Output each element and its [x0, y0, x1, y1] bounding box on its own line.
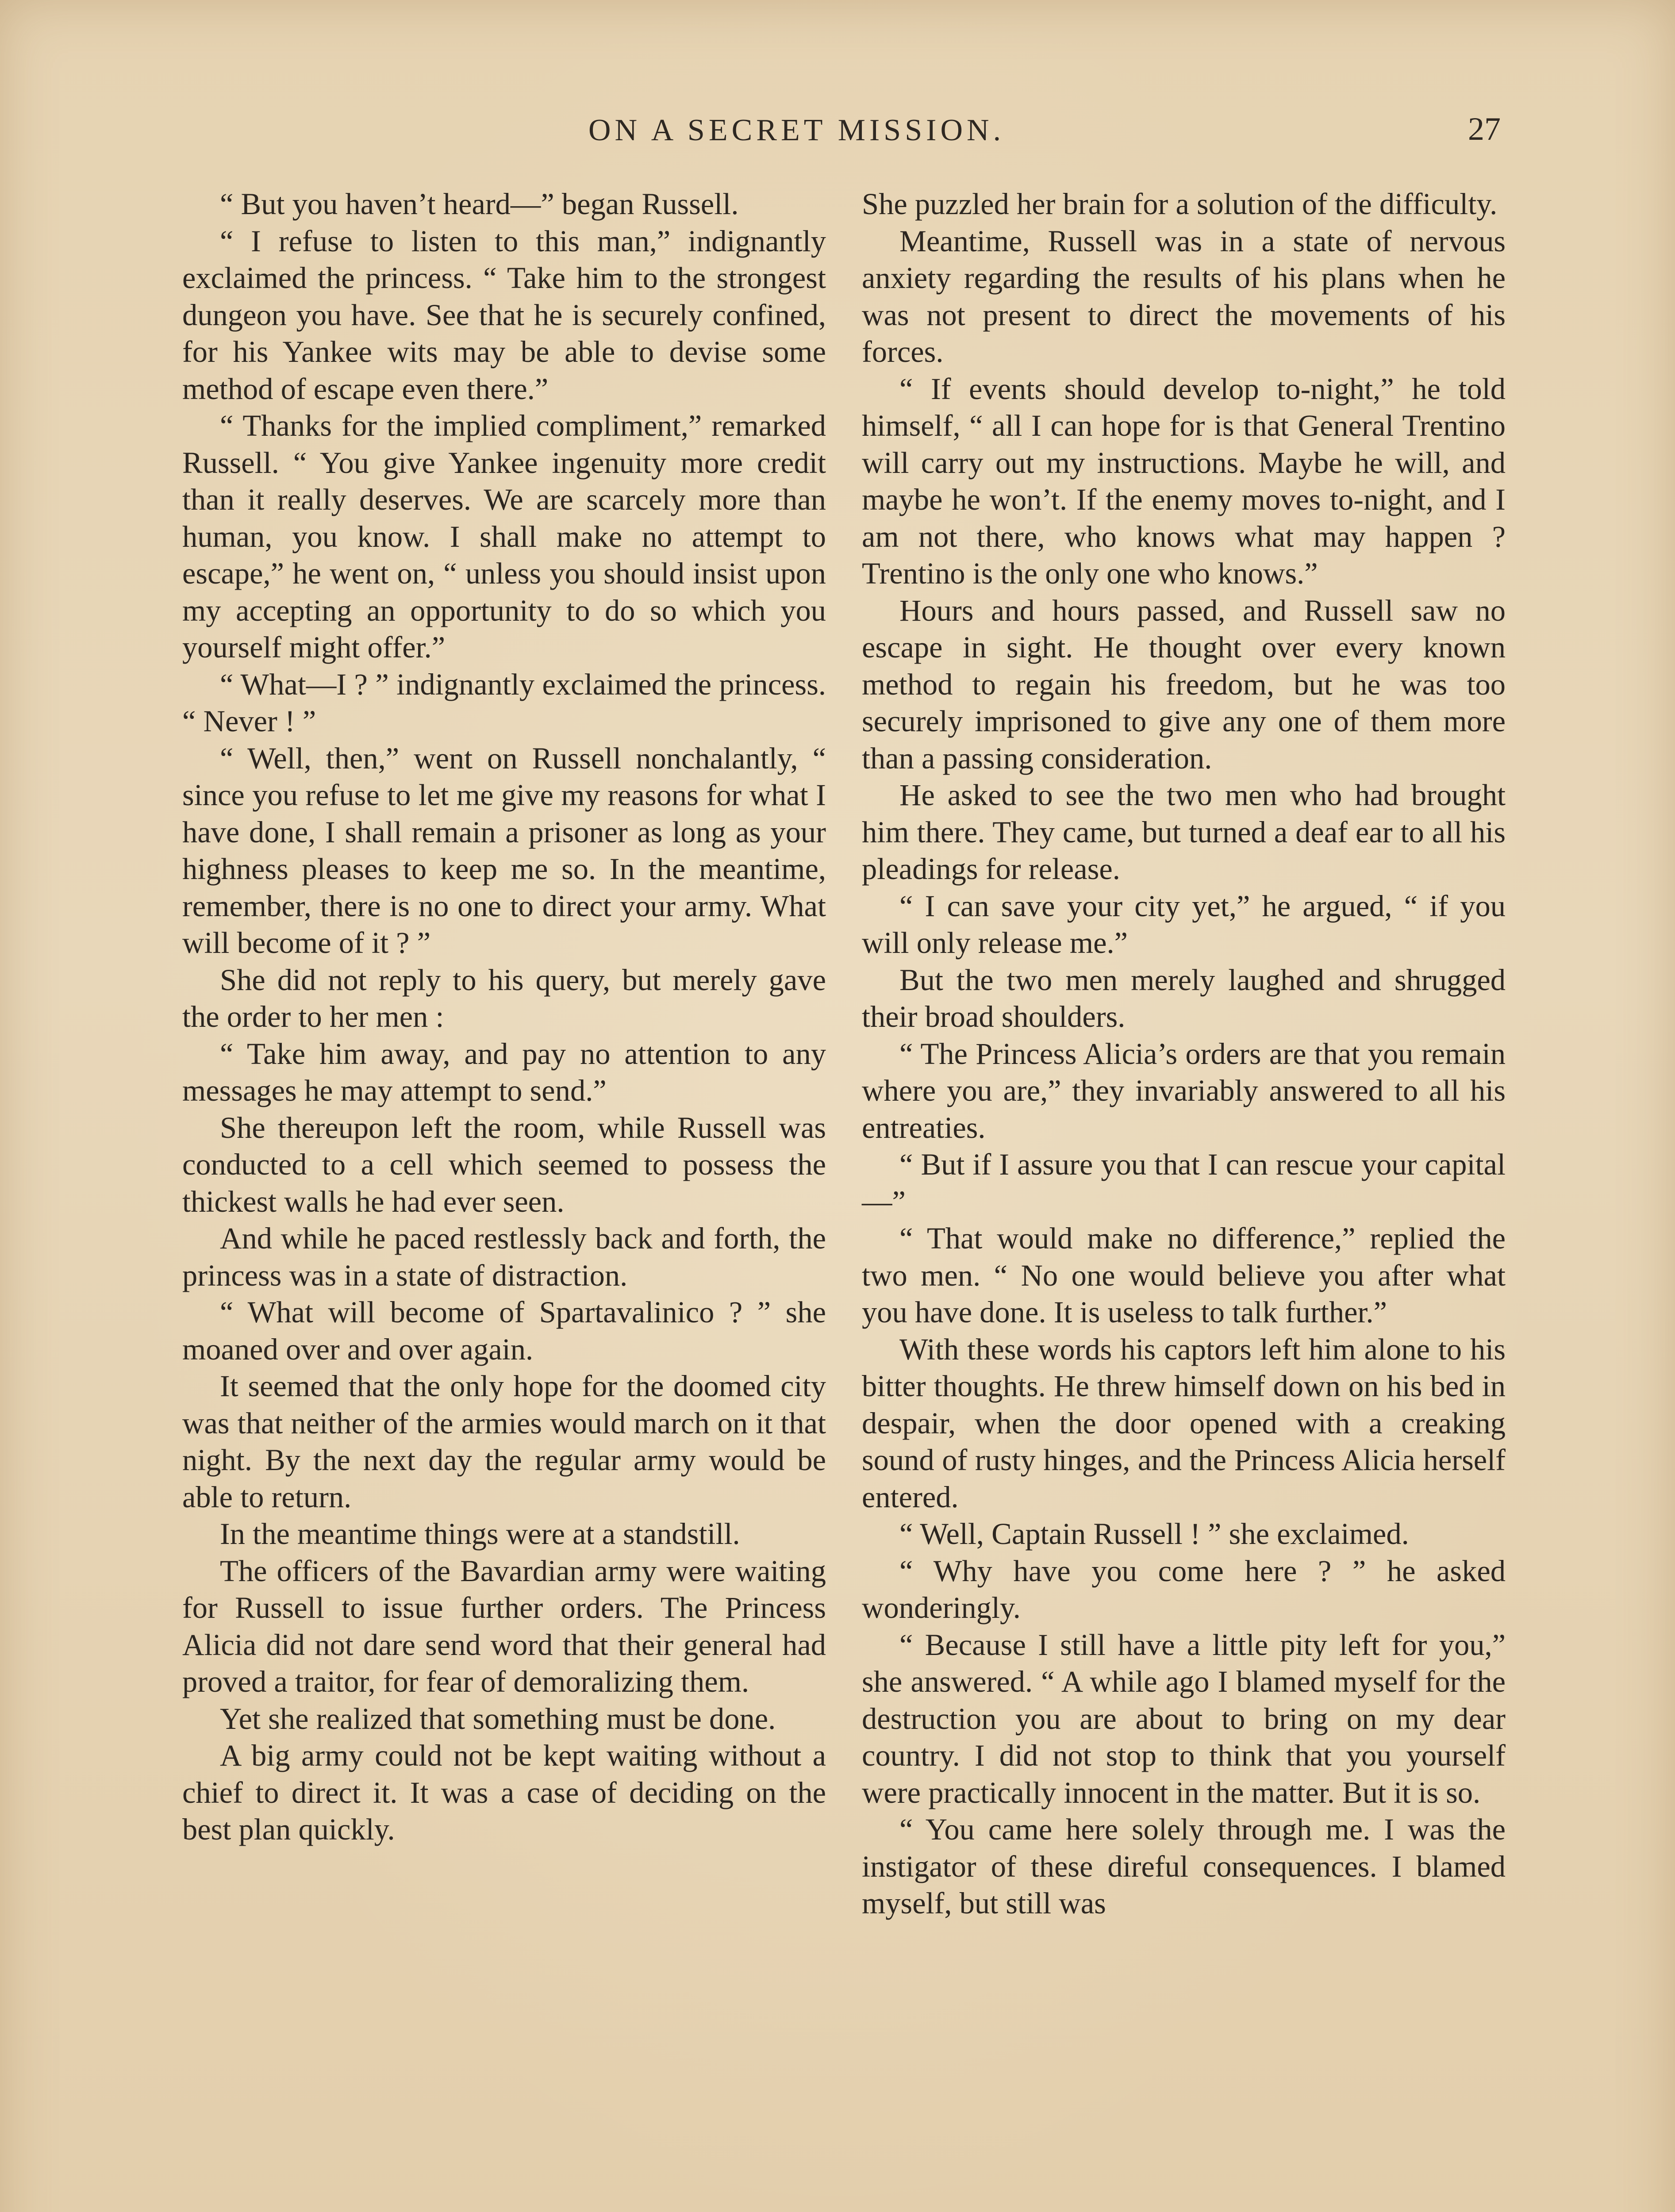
paragraph: The officers of the Bavardian army were waiting for Russell to issue further orders. The Princess Alicia did not dare send word that their general had proved a traitor, for fear of demoralizing them. — [182, 1554, 826, 1698]
paragraph: She did not reply to his query, but merely gave the order to her men : — [182, 963, 826, 1033]
paragraph: “ The Princess Alicia’s orders are that you remain where you are,” they invariably answered to all his entreaties. — [862, 1037, 1506, 1144]
paragraph: It seemed that the only hope for the doomed city was that neither of the armies would march on it that night. By the next day the regular army would be able to return. — [182, 1369, 826, 1514]
paragraph: “ But if I assure you that I can rescue your capital—” — [862, 1148, 1506, 1218]
paragraph: “ Why have you come here ? ” he asked wonderingly. — [862, 1554, 1506, 1624]
paragraph: But the two men merely laughed and shrugged their broad shoulders. — [862, 963, 1506, 1033]
continued-paragraph: She puzzled her brain for a solution of the difficulty. — [862, 187, 1498, 221]
paragraph: And while he paced restlessly back and forth, the princess was in a state of distraction. — [182, 1221, 826, 1292]
paragraph: “ Because I still have a little pity left for you,” she answered. “ A while ago I blamed myself for the destruction you are about to bring on my dear country. I did not stop to think that you yourself were practically innocent in the matter. But it is so. — [862, 1628, 1506, 1809]
running-title: ON A SECRET MISSION. — [588, 113, 1005, 147]
paragraph: “ What—I ? ” indignantly exclaimed the princess. “ Never ! ” — [182, 667, 826, 738]
paragraph: “ I refuse to listen to this man,” indignantly exclaimed the princess. “ Take him to the strongest dungeon you have. See that he is securely confined, for his Yankee wits may be able to devise some method of escape even there.” — [182, 224, 826, 406]
paragraph: “ Well, then,” went on Russell nonchalantly, “ since you refuse to let me give my reasons for what I have done, I shall remain a prisoner as long as your highness pleases to keep me so. In the meantime, remember, there is no one to direct your army. What will become of it ? ” — [182, 741, 826, 960]
paragraph: “ Thanks for the implied compliment,” remarked Russell. “ You give Yankee ingenuity more credit than it really deserves. We are scarcely more than human, you know. I shall make no attempt to escape,” he went on, “ unless you should insist upon my accepting an opportunity to do so which you yourself might offer.” — [182, 409, 826, 664]
paragraph: She thereupon left the room, while Russell was conducted to a cell which seemed to possess the thickest walls he had ever seen. — [182, 1110, 826, 1218]
paragraph: “ If events should develop to-night,” he told himself, “ all I can hope for is that General Trentino will carry out my instructions. Maybe he will, and maybe he won’t. If the enemy moves to-night, and I am not there, who knows what may happen ? Trentino is the only one who knows.” — [862, 372, 1506, 590]
paragraph: He asked to see the two men who had brought him there. They came, but turned a deaf ear to all his pleadings for release. — [862, 778, 1506, 886]
paragraph: Yet she realized that something must be done. — [220, 1701, 776, 1736]
paragraph: Meantime, Russell was in a state of nervous anxiety regarding the results of his plans when he was not present to direct the movements of his forces. — [862, 224, 1506, 369]
paragraph: “ I can save your city yet,” he argued, “ if you will only release me.” — [862, 889, 1506, 960]
paragraph: “ But you haven’t heard—” began Russell. — [220, 187, 739, 221]
paragraph: “ What will become of Spartavalinico ? ” she moaned over and over again. — [182, 1295, 826, 1366]
paragraph: “ You came here solely through me. I was the instigator of these direful consequences. I blamed myself, but still was — [862, 1813, 1506, 1920]
paragraph: In the meantime things were at a standstill. — [220, 1517, 740, 1551]
paragraph: “ Take him away, and pay no attention to any messages he may attempt to send.” — [182, 1037, 826, 1107]
paragraph: “ Well, Captain Russell ! ” she exclaimed. — [899, 1517, 1409, 1551]
left-text-column — [182, 186, 826, 1848]
paragraph: A big army could not be kept waiting without a chief to direct it. It was a case of deciding on the best plan quickly. — [182, 1739, 826, 1846]
paragraph: With these words his captors left him alone to his bitter thoughts. He threw himself down on his bed in despair, when the door opened with a creaking sound of rusty hinges, and the Princess Alicia herself entered. — [862, 1332, 1506, 1514]
page-number: 27 — [1468, 111, 1501, 147]
paragraph: Hours and hours passed, and Russell saw no escape in sight. He thought over every known method to regain his freedom, but he was too securely imprisoned to give any one of them more than a passing consideration. — [862, 593, 1506, 775]
right-text-column — [862, 186, 1506, 1922]
paragraph: “ That would make no difference,” replied the two men. “ No one would believe you after what you have done. It is useless to talk further.” — [862, 1221, 1506, 1329]
